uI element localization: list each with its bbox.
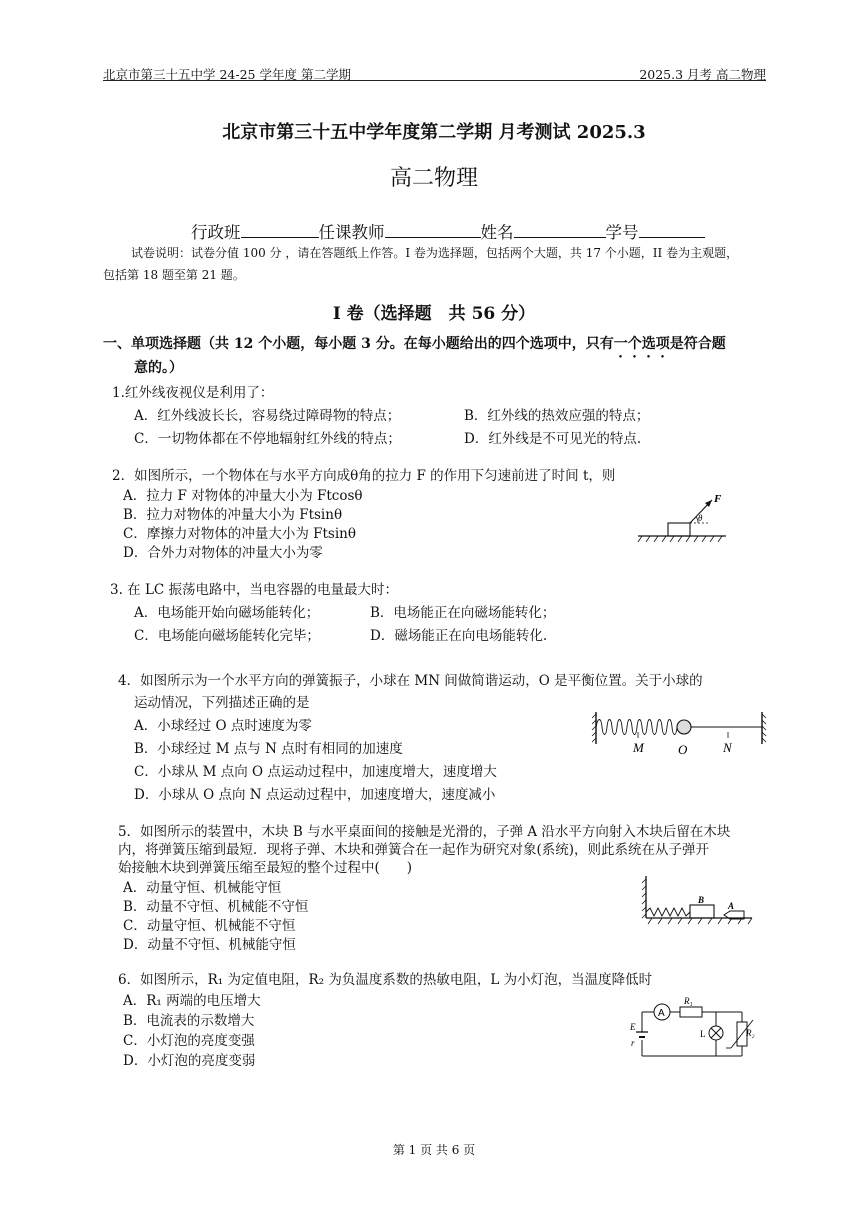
emphasis-text: 一个选项 [613,336,670,352]
teacher-blank[interactable] [385,223,481,238]
number-blank[interactable] [639,223,705,238]
q1-option-a: A．红外线波长长，容易绕过障碍物的特点； [134,408,401,424]
q2-option-d: D．合外力对物体的冲量大小为零 [123,545,323,561]
q3-option-d: D．磁场能正在向电场能转化. [370,628,548,644]
q3-option-c: C．电场能向磁场能转化完毕； [134,628,320,644]
q5-stem-line2: 内，将弹簧压缩到最短．现将子弹、木块和弹簧合在一起作为研究对象(系统)，则此系统在从子弹开 [118,842,710,858]
q5-option-a: A．动量守恒、机械能守恒 [123,880,282,896]
q5-option-c: C．动量守恒、机械能不守恒 [123,918,296,934]
part1-heading: 一、单项选择题（共 12 个小题，每小题 3 分。在每小题给出的四个选项中，只有一个选项是符合题 [103,336,726,352]
q4-option-d: D．小球从 O 点向 N 点运动过程中，加速度增大，速度减小 [134,787,496,803]
q4-option-c: C．小球从 M 点向 O 点运动过程中，加速度增大，速度增大 [134,764,497,780]
q6-option-d: D．小灯泡的亮度变弱 [123,1053,256,1069]
q5-fig-label-B: B [698,895,705,905]
q5-stem-line3: 始接触木块到弹簧压缩至最短的整个过程中( ) [118,860,413,876]
q6-fig-label-R2: R₂ [746,1028,755,1038]
q2-fig-label-theta: θ [698,513,703,523]
header-rule [103,80,766,81]
student-info-fields [191,219,705,243]
name-label: 姓名 [480,223,514,242]
q6-fig-label-A: A [658,1008,665,1019]
part1-heading-line2: 意的。） [134,360,183,376]
q4-fig-label-N: N [723,740,732,755]
q2-fig-label-F: F [714,493,722,505]
q6-option-c: C．小灯泡的亮度变强 [123,1033,255,1049]
q4-fig-label-O: O [678,742,688,757]
q3-stem: 3. 在 LC 振荡电路中，当电容器的电量最大时： [110,582,399,598]
q1-option-d: D．红外线是不可见光的特点. [464,431,642,447]
q6-fig-label-r: r [631,1038,635,1048]
page-footer: 第 1 页 共 6 页 [392,1143,476,1157]
q6-fig-label-E: E [630,1022,636,1032]
q2-stem: 2．如图所示，一个物体在与水平方向成θ角的拉力 F 的作用下匀速前进了时间 t，则 [112,468,616,484]
class-label: 行政班 [191,223,241,242]
name-blank[interactable] [514,223,606,238]
q1-option-c: C．一切物体都在不停地辐射红外线的特点； [134,431,401,447]
q4-stem-line2: 运动情况，下列描述正确的是 [134,695,310,711]
q2-option-c: C．摩擦力对物体的冲量大小为 Ftsinθ [123,526,356,542]
teacher-label: 任课教师 [318,223,385,242]
header-left: 北京市第三十五中学 24-25 学年度 第二学期 [103,67,351,82]
q2-option-b: B．拉力对物体的冲量大小为 Ftsinθ [123,507,343,523]
class-blank[interactable] [241,223,319,238]
q2-figure [638,492,728,544]
q1-stem: 1.红外线夜视仪是利用了： [112,385,274,401]
instructions-line1: 试卷说明：试卷分值 100 分 ，请在答题纸上作答。I 卷为选择题，包括两个大题，共 17 个小题，II 卷为主观题， [131,246,739,260]
q5-option-d: D．动量不守恒、机械能守恒 [123,937,296,953]
section-title: I 卷（选择题 共 56 分） [332,304,536,324]
exam-title: 北京市第三十五中学年度第二学期 月考测试 2025.3 [222,122,646,143]
q6-figure [630,994,760,1062]
q2-option-a: A．拉力 F 对物体的冲量大小为 Ftcosθ [123,488,363,504]
number-label: 学号 [605,223,639,242]
q5-figure [640,874,755,926]
exam-subtitle: 高二物理 [389,166,478,191]
q4-option-b: B．小球经过 M 点与 N 点时有相同的加速度 [134,741,403,757]
q5-stem-line1: 5．如图所示的装置中，木块 B 与水平桌面间的接触是光滑的，子弹 A 沿水平方向射入木块后留在木块 [118,824,731,840]
q4-figure [592,710,768,758]
header-right: 2025.3 月考 高二物理 [639,67,766,82]
q4-stem-line1: 4．如图所示为一个水平方向的弹簧振子，小球在 MN 间做简谐运动，O 是平衡位置。关于小球的 [118,673,703,689]
q4-fig-label-M: M [633,740,644,755]
instructions-line2: 包括第 18 题至第 21 题。 [103,268,245,282]
q4-option-a: A．小球经过 O 点时速度为零 [134,718,312,734]
q3-option-a: A．电场能开始向磁场能转化； [134,605,320,621]
q5-option-b: B．动量不守恒、机械能不守恒 [123,899,309,915]
q3-option-b: B．电场能正在向磁场能转化； [370,605,556,621]
q6-stem: 6．如图所示，R₁ 为定值电阻，R₂ 为负温度系数的热敏电阻，L 为小灯泡，当温度降低时 [118,972,653,988]
q6-fig-label-L: L [700,1029,706,1039]
q1-option-b: B．红外线的热效应强的特点； [464,408,650,424]
q6-option-a: A．R₁ 两端的电压增大 [123,993,261,1009]
q6-fig-label-R1: R₁ [684,996,693,1006]
q6-option-b: B．电流表的示数增大 [123,1013,255,1029]
q5-fig-label-A: A [728,901,735,911]
